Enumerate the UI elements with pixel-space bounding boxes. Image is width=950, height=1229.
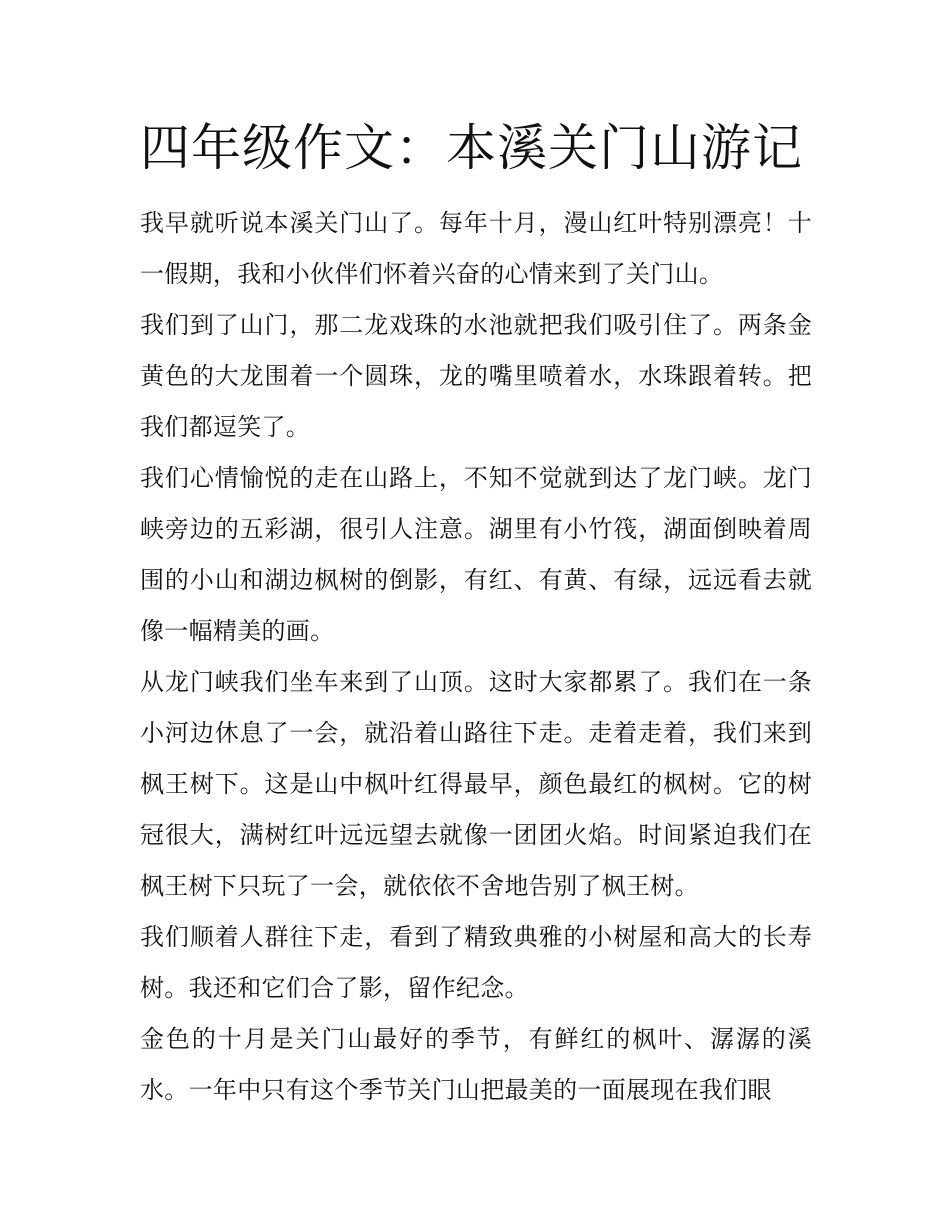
paragraph-3: 我们心情愉悦的走在山路上，不知不觉就到达了龙门峡。龙门峡旁边的五彩湖，很引人注意。湖里有小竹筏，湖面倒映着周围的小山和湖边枫树的倒影，有红、有黄、有绿，远远看去就像一幅精美的画。	[140, 464, 812, 645]
paragraph-2: 我们到了山门，那二龙戏珠的水池就把我们吸引住了。两条金黄色的大龙围着一个圆珠，龙的嘴里喷着水，水珠跟着转。把我们都逗笑了。	[140, 311, 812, 441]
paragraph-6: 金色的十月是关门山最好的季节，有鲜红的枫叶、潺潺的溪水。一年中只有这个季节关门山把最美的一面展现在我们眼	[140, 1025, 812, 1104]
paragraph-1: 我早就听说本溪关门山了。每年十月，漫山红叶特别漂亮！十一假期，我和小伙伴们怀着兴奋的心情来到了关门山。	[140, 209, 812, 288]
document-title: 四年级作文：本溪关门山游记	[140, 119, 803, 177]
paragraph-4: 从龙门峡我们坐车来到了山顶。这时大家都累了。我们在一条小河边休息了一会，就沿着山路往下走。走着走着，我们来到枫王树下。这是山中枫叶红得最早，颜色最红的枫树。它的树冠很大，满树红叶远远望去就像一团团火焰。时间紧迫我们在枫王树下只玩了一会，就依依不舍地告别了枫王树。	[140, 668, 812, 900]
document-body	[140, 198, 812, 1116]
paragraph-5: 我们顺着人群往下走，看到了精致典雅的小树屋和高大的长寿树。我还和它们合了影，留作纪念。	[140, 923, 812, 1002]
